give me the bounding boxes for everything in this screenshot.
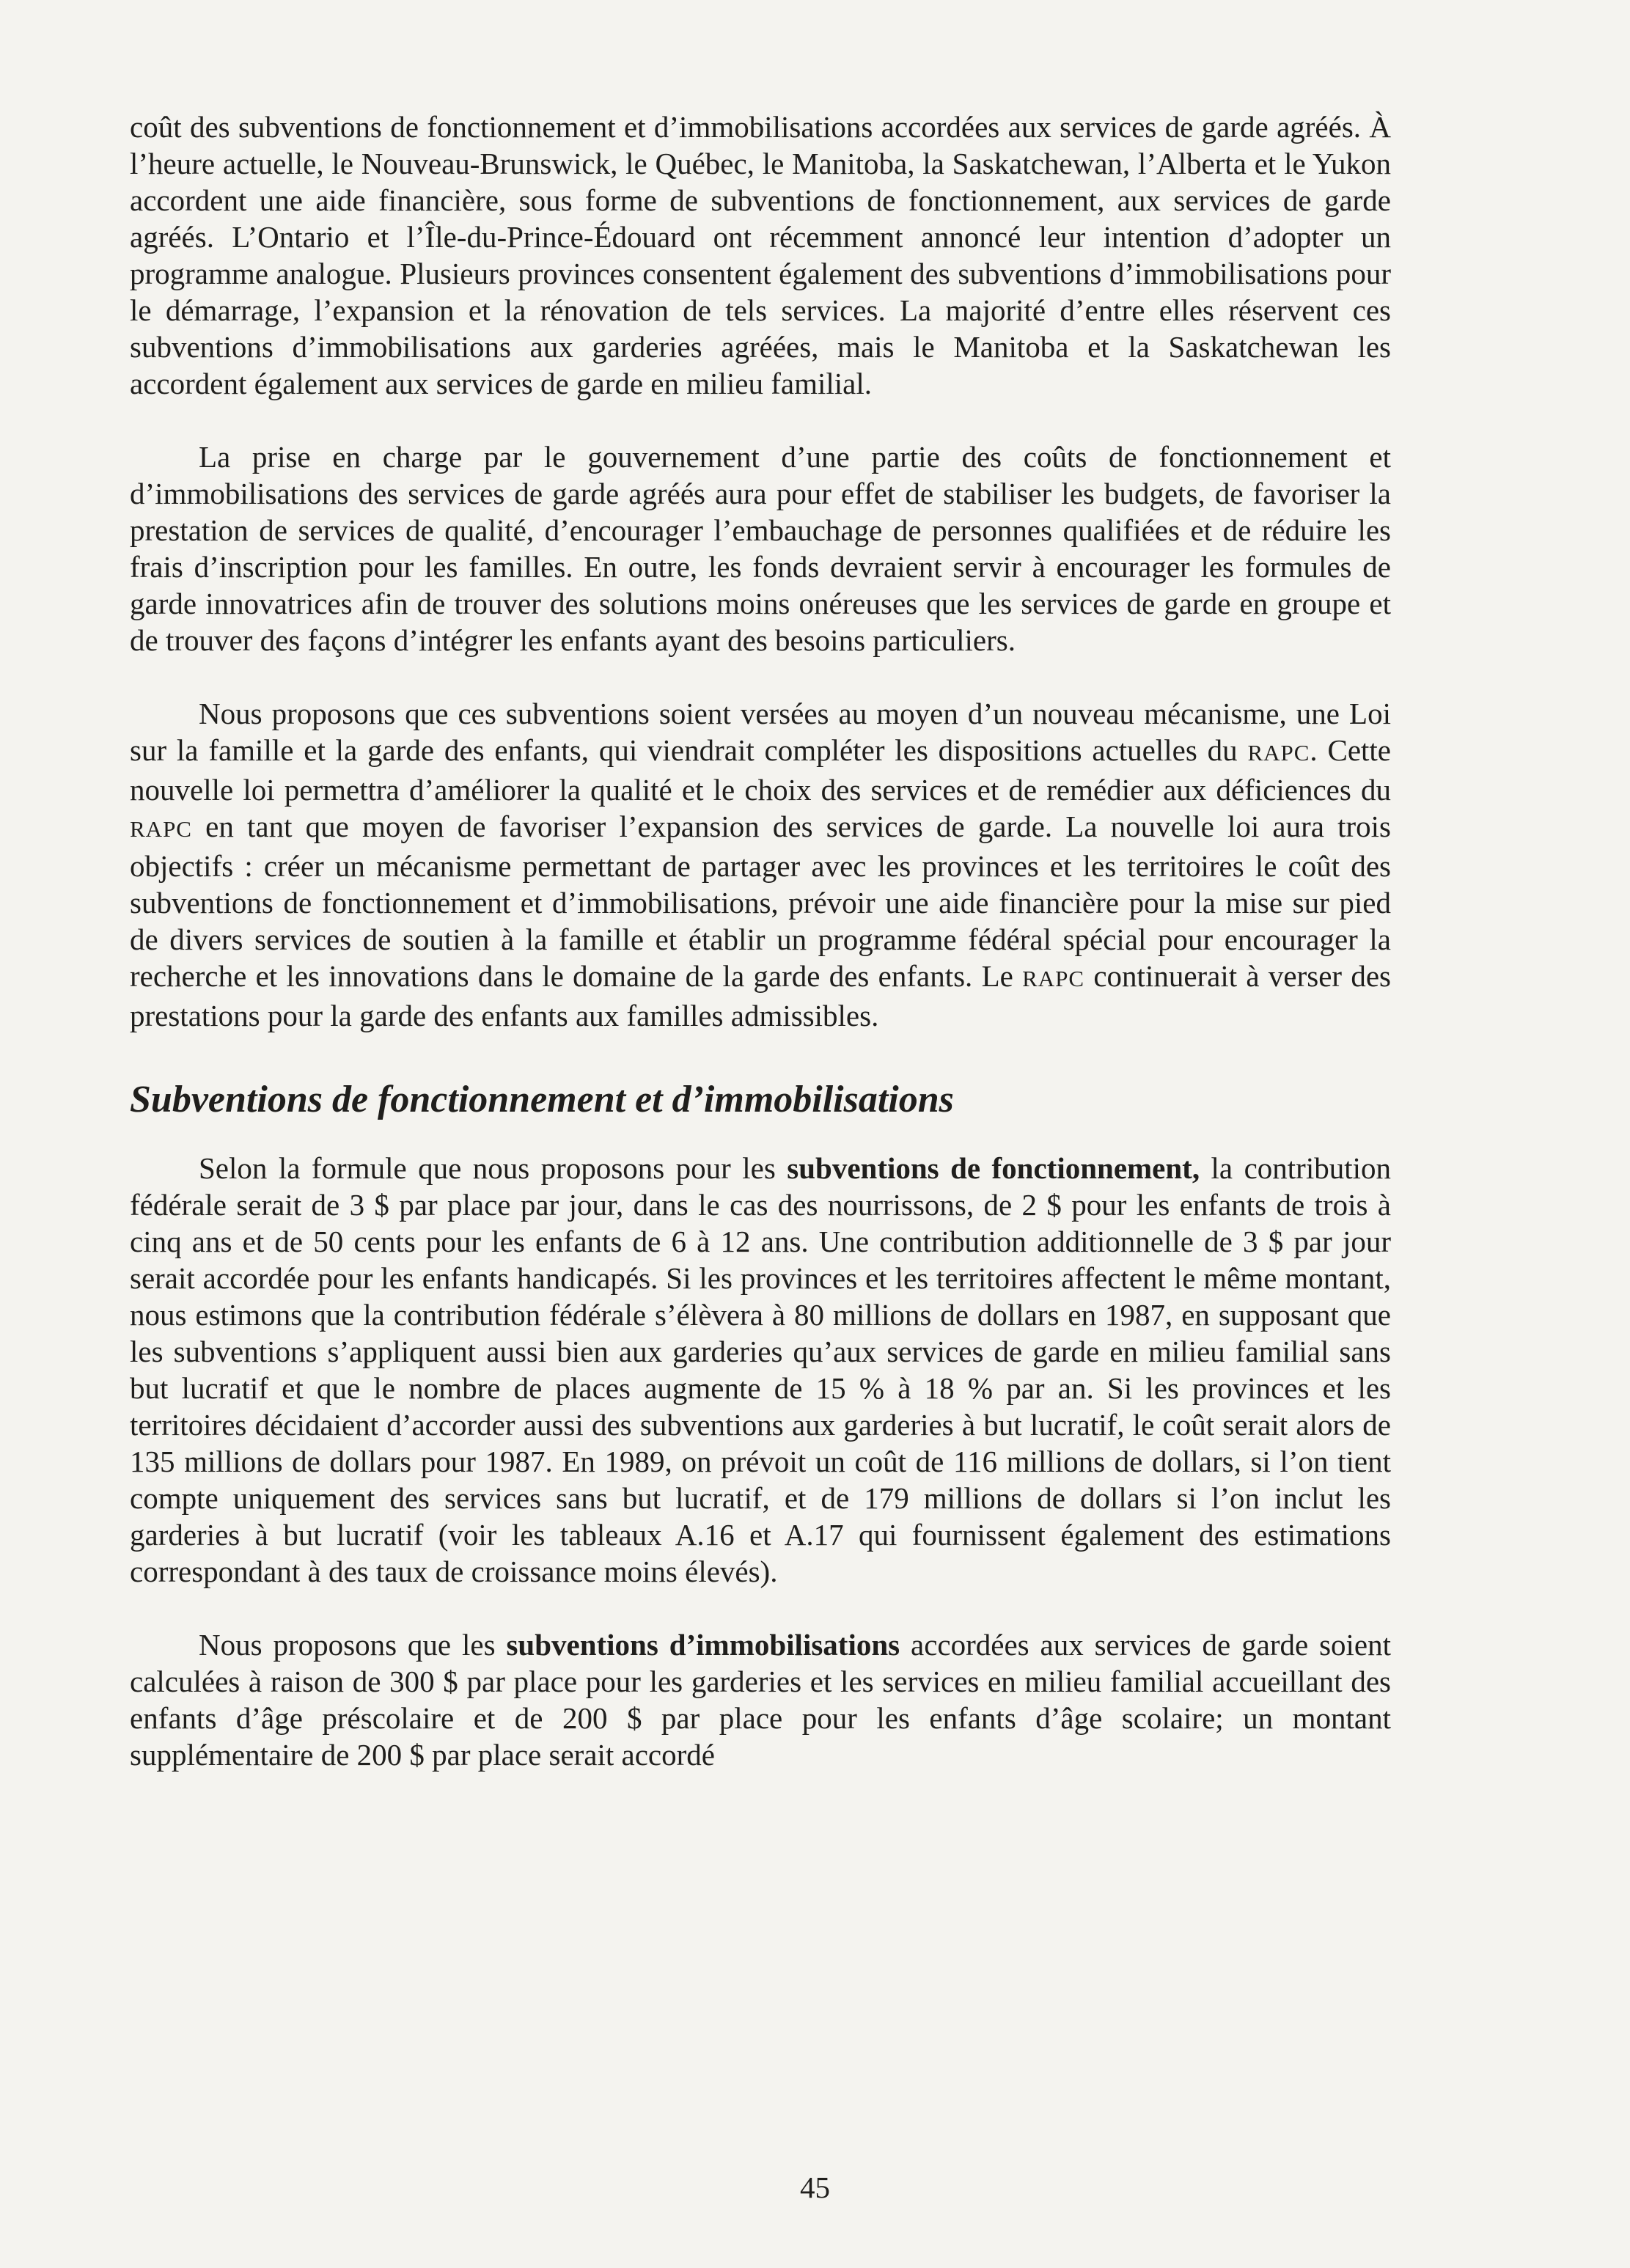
page-number: 45 xyxy=(800,2170,830,2204)
paragraph-text: la contribution fédérale serait de 3 $ par place par jour, dans le cas des nourrissons, de 2 $ pour les enfants de trois à cinq ans et de 50 cents pour les enfants de 6 à 12 ans. Une contribution additionnelle de 3 $ par jour serait accordée pour les enfants handicapés. Si les provinces et les territoires affectent le même montant, nous estimons que la contribution fédérale s’élèvera à 80 millions de dollars en 1987, en supposant que les subventions s’appliquent aussi bien aux garderies qu’aux services de garde en milieu familial sans but lucratif et que le nombre de places augmente de 15 % à 18 % par an. Si les provinces et les territoires décidaient d’accorder aussi des subventions aux garderies à but lucratif, le coût serait alors de 135 millions de dollars pour 1987. En 1989, on prévoit un coût de 116 millions de dollars, si l’on tient compte uniquement des services sans but lucratif, et de 179 millions de dollars si l’on inclut les garderies à but lucratif (voir les tableaux A.16 et A.17 qui fournissent également des estimations correspondant à des taux de croissance moins élevés). xyxy=(130,1151,1391,1588)
acronym-rapc: RAPC xyxy=(130,816,192,842)
paragraph-text: Nous proposons que ces subventions soient versées au moyen d’un nouveau mécanisme, une Loi sur la famille et la garde des enfants, qui viendrait compléter les dispositions actuelles du xyxy=(130,697,1391,767)
paragraph-operating-subsidies xyxy=(130,1150,1391,1590)
acronym-rapc: RAPC xyxy=(1022,966,1085,991)
bold-term: subventions d’immobilisations xyxy=(506,1628,900,1662)
paragraph-government-costs: La prise en charge par le gouvernement d’une partie des coûts de fonctionnement et d’immobilisations des services de garde agréés aura pour effet de stabiliser les budgets, de favoriser la prestation de services de qualité, d’encourager l’embauchage de personnes qualifiées et de réduire les frais d’inscription pour les familles. En outre, les fonds devraient servir à encourager les formules de garde innovatrices afin de trouver des solutions moins onéreuses que les services de garde en groupe et de trouver des façons d’intégrer les enfants ayant des besoins particuliers. xyxy=(130,440,1391,657)
paragraph-text: en tant que moyen de favoriser l’expansion des services de garde. La nouvelle loi aura trois objectifs : créer un mécanisme permettant de partager avec les provinces et les territoires le coût des subventions de fonctionnement et d’immobilisations, prévoir une aide financière pour la mise sur pied de divers services de soutien à la famille et établir un programme fédéral spécial pour encourager la recherche et les innovations dans le domaine de la garde des enfants. Le xyxy=(130,810,1391,993)
paragraph-capital-subsidies xyxy=(130,1626,1391,1773)
paragraph-continuation: coût des subventions de fonctionnement et d’immobilisations accordées aux services de garde agréés. À l’heure actuelle, le Nouveau-Brunswick, le Québec, le Manitoba, la Saskatchewan, l’Alberta et le Yukon accordent une aide financière, sous forme de subventions de fonctionnement, aux services de garde agréés. L’Ontario et l’Île-du-Prince-Édouard ont récemment annoncé leur intention d’adopter un programme analogue. Plusieurs provinces consentent également des subventions d’immobilisations pour le démarrage, l’expansion et la rénovation de tels services. La majorité d’entre elles réservent ces subventions d’immobilisations aux garderies agréées, mais le Manitoba et la Saskatchewan les accordent également aux services de garde en milieu familial. xyxy=(130,110,1391,400)
acronym-rapc: RAPC xyxy=(1247,740,1310,766)
body-text-column xyxy=(130,109,1391,1810)
paragraph-text: . Cette nouvelle loi permettra d’améliorer la qualité et le choix des services et de remédier aux déficiences du xyxy=(130,733,1392,807)
paragraph-text: continuerait à verser des prestations pour la garde des enfants aux familles admissibles. xyxy=(130,959,1391,1032)
section-heading: Subventions de fonctionnement et d’immobilisations xyxy=(130,1079,954,1120)
paragraph-text: Selon la formule que nous proposons pour les xyxy=(199,1151,788,1185)
paragraph-text: accordées aux services de garde soient calculées à raison de 300 $ par place pour les garderies et les services en milieu familial accueillant des enfants d’âge préscolaire et de 200 $ par place pour les enfants d’âge scolaire; un montant supplémentaire de 200 $ par place serait accordé xyxy=(130,1628,1392,1772)
paragraph-text: Nous proposons que les xyxy=(199,1628,507,1662)
bold-term: subventions de fonctionnement, xyxy=(787,1151,1200,1185)
paragraph-new-law xyxy=(130,695,1391,1034)
